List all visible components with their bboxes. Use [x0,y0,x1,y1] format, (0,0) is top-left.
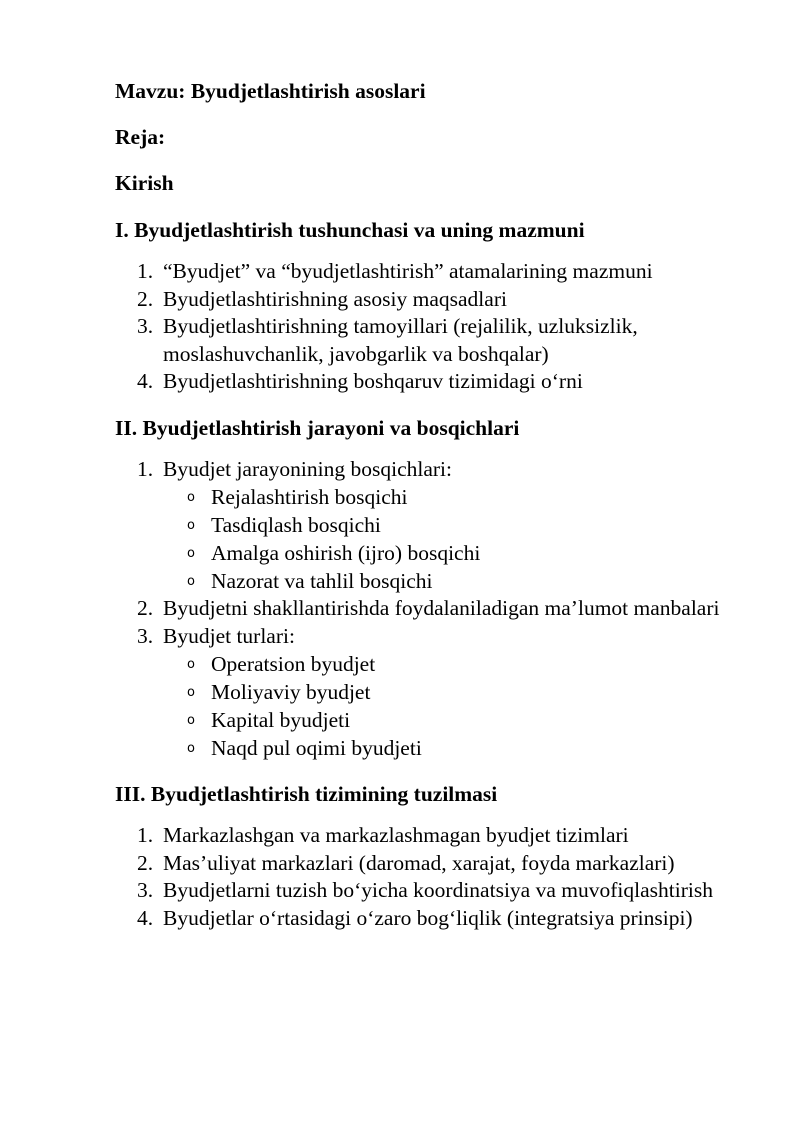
list-item-text: Byudjetlashtirishning boshqaruv tizimidagi oʻrni [163,369,583,393]
list-item-number: 2. [137,850,154,875]
list-item-number: 4. [137,369,154,393]
list-item-number: 3. [137,623,154,648]
section-heading: II. Byudjetlashtirish jarayoni va bosqichlari [115,415,520,440]
sub-list-item [163,734,755,762]
sub-list-item [163,678,755,706]
list-item-text: Mas’uliyat markazlari (daromad, xarajat, foyda markazlari) [163,850,675,875]
document-page [115,76,755,949]
sub-list [163,483,755,595]
list-item [115,313,755,368]
outline-sections [115,215,755,932]
sub-list-item-text: Kapital byudjeti [211,708,351,732]
circle-bullet-icon: o [187,685,195,700]
section-list [115,822,755,932]
circle-bullet-icon: o [187,518,195,533]
list-item-text: Byudjet turlari: [163,623,295,648]
section-heading: III. Byudjetlashtirish tizimining tuzilmasi [115,782,498,806]
list-item-number: 1. [137,456,154,481]
list-item-number: 2. [137,596,154,620]
sub-list-item-text: Rejalashtirish bosqichi [211,485,408,509]
circle-bullet-icon: o [187,741,195,756]
circle-bullet-icon: o [187,574,195,589]
sub-list-item [163,483,755,511]
sub-list-item [163,650,755,678]
list-item-number: 1. [137,823,154,847]
list-item-text: Byudjetlashtirishning asosiy maqsadlari [163,286,507,311]
list-item-text: Byudjetlashtirishning tamoyillari (rejalilik, uzluksizlik, moslashuvchanlik, javobgarlik va boshqalar) [163,314,638,366]
document-title: Mavzu: Byudjetlashtirish asoslari [115,79,426,103]
sub-list-item-text: Moliyaviy byudjet [211,680,371,704]
circle-bullet-icon: o [187,657,195,672]
list-item [115,258,755,286]
sub-list [163,650,755,762]
list-item-number: 1. [137,259,154,283]
sub-list-item [163,511,755,539]
section-list [115,456,755,763]
list-item-text: “Byudjet” va “byudjetlashtirish” atamalarining mazmuni [163,259,653,283]
sub-list-item [163,706,755,734]
circle-bullet-icon: o [187,713,195,728]
list-item [115,623,755,763]
section-heading: I. Byudjetlashtirish tushunchasi va uning mazmuni [115,218,585,242]
sub-list-item-text: Amalga oshirish (ijro) bosqichi [211,541,481,565]
list-item-text: Byudjetni shakllantirishda foydalaniladigan ma’lumot manbalari [163,596,720,620]
sub-list-item-text: Operatsion byudjet [211,652,376,676]
list-item-number: 2. [137,286,154,311]
list-item-number: 3. [137,878,154,902]
list-item [115,368,755,396]
list-item [115,456,755,596]
list-item [115,822,755,850]
intro-label: Kirish [115,171,174,195]
list-item-number: 3. [137,314,154,338]
list-item [115,850,755,878]
list-item [115,286,755,314]
circle-bullet-icon: o [187,546,195,561]
sub-list-item-text: Naqd pul oqimi byudjeti [211,736,422,760]
list-item [115,595,755,623]
sub-list-item-text: Tasdiqlash bosqichi [211,513,381,537]
list-item-number: 4. [137,905,154,930]
list-item-text: Markazlashgan va markazlashmagan byudjet tizimlari [163,823,629,847]
section-list [115,258,755,396]
list-item-text: Byudjetlarni tuzish boʻyicha koordinatsiya va muvofiqlashtirish [163,878,713,902]
list-item [115,905,755,933]
list-item [115,877,755,905]
list-item-text: Byudjetlar oʻrtasidagi oʻzaro bogʻliqlik (integratsiya prinsipi) [163,905,693,930]
circle-bullet-icon: o [187,490,195,505]
sub-list-item [163,567,755,595]
sub-list-item-text: Nazorat va tahlil bosqichi [211,569,433,593]
plan-label: Reja: [115,125,166,149]
list-item-text: Byudjet jarayonining bosqichlari: [163,456,453,481]
sub-list-item [163,539,755,567]
